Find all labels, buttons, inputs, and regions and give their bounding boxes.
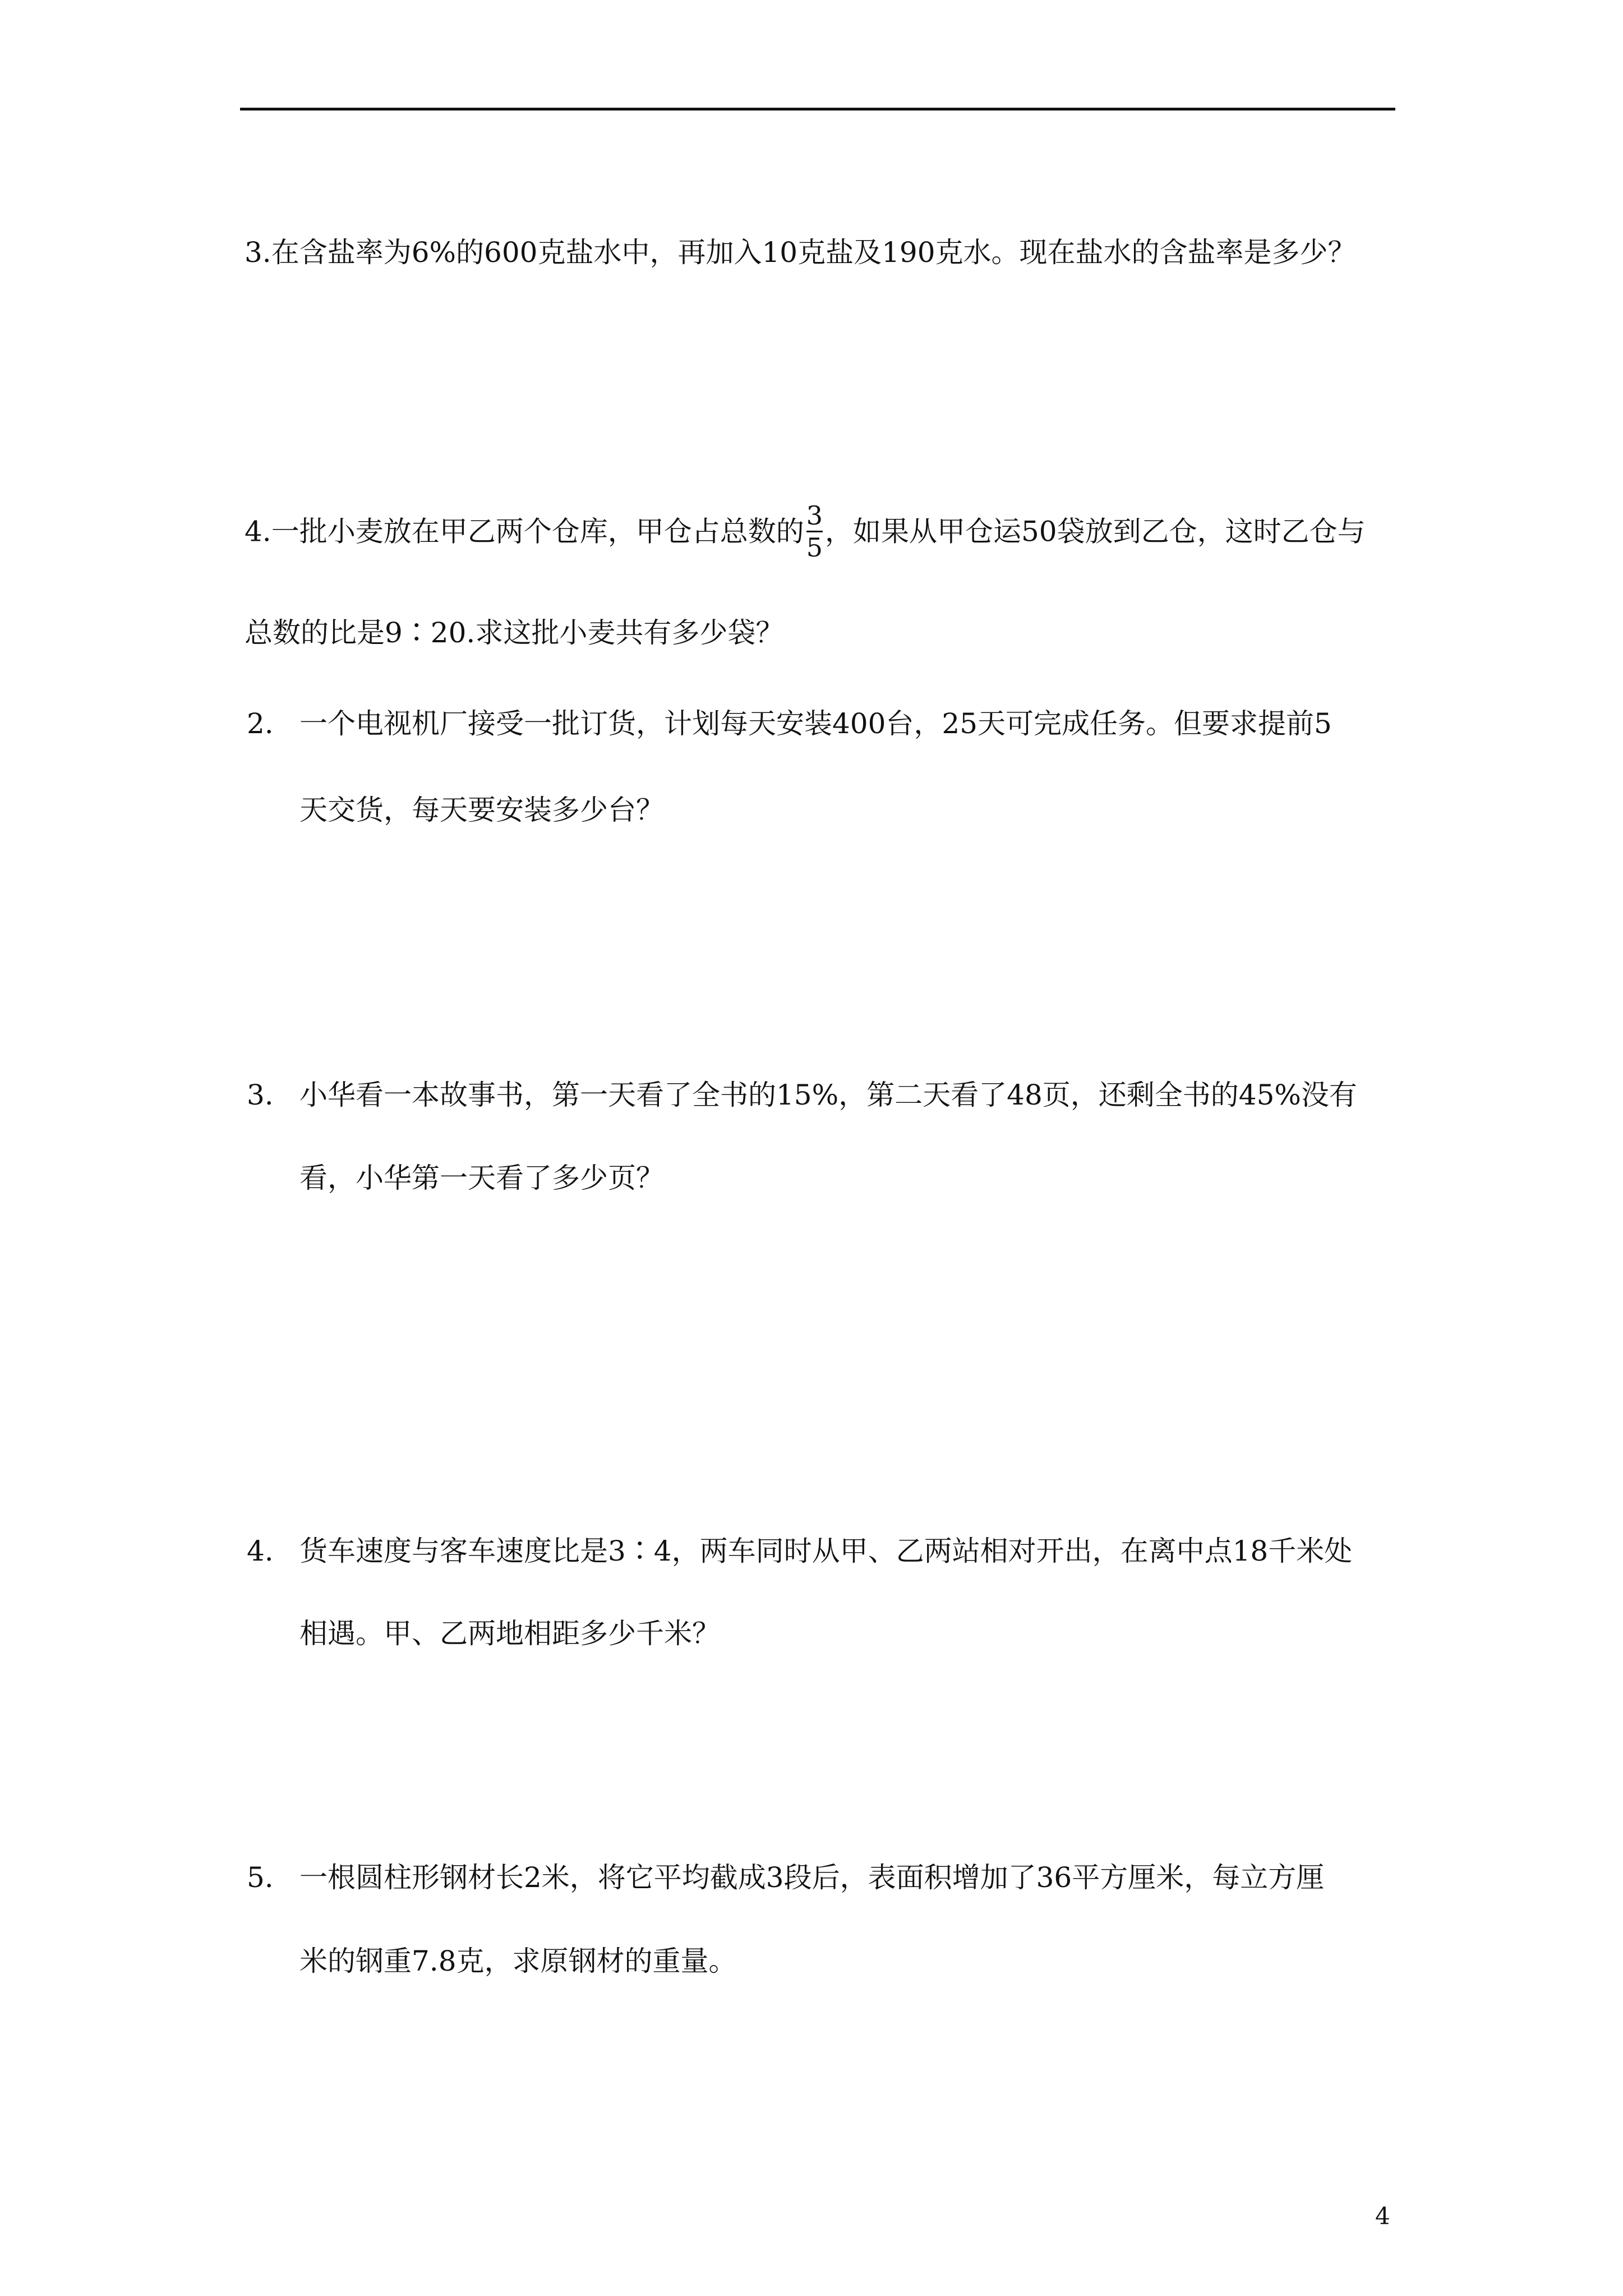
problem-book-line2: 看，小华第一天看了多少页？ <box>299 1162 664 1194</box>
page-number: 4 <box>1375 2202 1390 2230</box>
problem-number-4: 4. <box>247 1535 274 1567</box>
fraction-numerator: 3 <box>806 500 823 531</box>
problem-steel-line2: 米的钢重7.8克，求原钢材的重量。 <box>299 1945 737 1977</box>
problem-number-3: 3. <box>247 1079 274 1111</box>
problem-book-line1: 小华看一本故事书，第一天看了全书的15%，第二天看了48页，还剩全书的45%没有 <box>299 1079 1357 1111</box>
fraction-denominator: 5 <box>806 532 823 563</box>
problem-tv-line2: 天交货，每天要安装多少台？ <box>299 794 664 826</box>
problem-tv-line1: 一个电视机厂接受一批订货，计划每天安装400台，25天可完成任务。但要求提前5 <box>299 707 1332 740</box>
problem-trains-line1: 货车速度与客车速度比是3∶4，两车同时从甲、乙两站相对开出，在离中点18千米处 <box>299 1535 1353 1567</box>
problem-number-5: 5. <box>247 1861 274 1894</box>
problem-wheat-line2: 总数的比是9∶20.求这批小麦共有多少袋？ <box>245 616 784 649</box>
problem-steel-line1: 一根圆柱形钢材长2米，将它平均截成3段后，表面积增加了36平方厘米，每立方厘 <box>299 1861 1325 1894</box>
problem-wheat-prefix: 4.一批小麦放在甲乙两个仓库，甲仓占总数的 <box>245 515 804 548</box>
problem-trains-line2: 相遇。甲、乙两地相距多少千米？ <box>299 1617 720 1650</box>
problem-wheat-suffix: ，如果从甲仓运50袋放到乙仓，这时乙仓与 <box>825 515 1366 548</box>
problem-wheat-line1 <box>245 500 1366 564</box>
fraction-three-fifths <box>806 501 823 562</box>
problem-salt-water: 3.在含盐率为6%的600克盐水中，再加入10克盐及190克水。现在盐水的含盐率是多少？ <box>245 236 1356 269</box>
header-rule <box>240 108 1395 111</box>
problem-number-2: 2. <box>247 707 274 740</box>
